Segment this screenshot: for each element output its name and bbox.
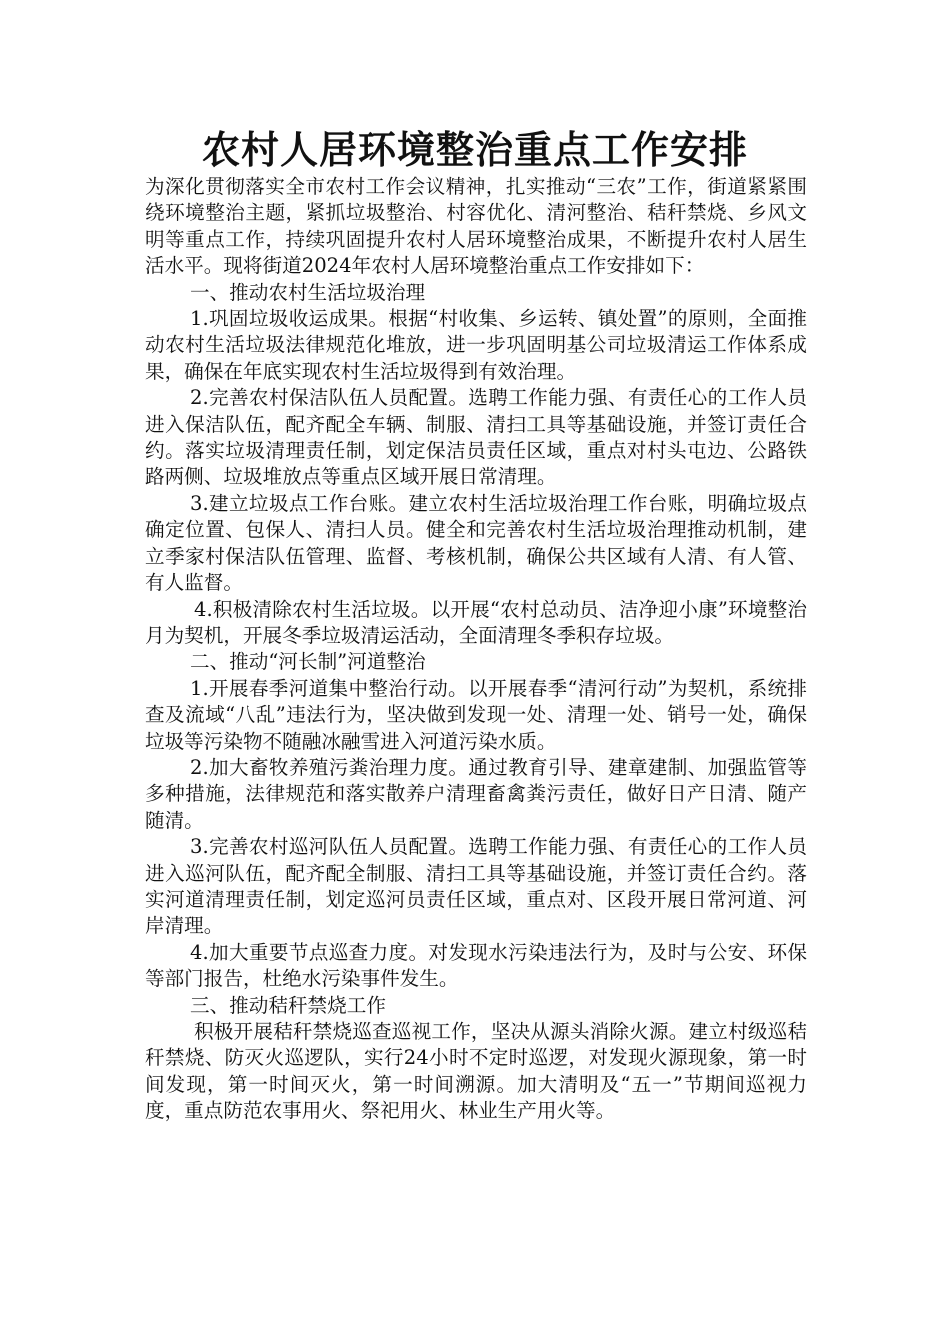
section-heading-2: 二、推动“河长制”河道整治 — [190, 650, 426, 674]
body-paragraph: 2.加大畜牧养殖污粪治理力度。通过教育引导、建章建制、加强监管等多种措施，法律规范和落实散养户清理畜禽粪污责任，做好日产日清、随产随清。 — [145, 755, 807, 832]
section-heading-1: 一、推动农村生活垃圾治理 — [190, 280, 426, 304]
body-paragraph: 1.开展春季河道集中整治行动。以开展春季“清河行动”为契机，系统排查及流域“八乱”违法行为，坚决做到发现一处、清理一处、销号一处，确保垃圾等污染物不随融冰融雪进入河道污染水质。 — [145, 676, 807, 753]
intro-paragraph: 为深化贯彻落实全市农村工作会议精神，扎实推动“三农”工作，街道紧紧围绕环境整治主题，紧抓垃圾整治、村容优化、清河整治、秸秆禁烧、乡风文明等重点工作，持续巩固提升农村人居环境整治成果，不断提升农村人居生活水平。现将街道2024年农村人居环境整治重点工作安排如下： — [145, 175, 807, 278]
body-paragraph: 4.积极清除农村生活垃圾。以开展“农村总动员、洁净迎小康”环境整治月为契机，开展冬季垃圾清运活动，全面清理冬季积存垃圾。 — [145, 597, 807, 647]
document-body — [145, 174, 807, 1125]
body-paragraph: 1.巩固垃圾收运成果。根据“村收集、乡运转、镇处置”的原则，全面推动农村生活垃圾法律规范化堆放，进一步巩固明基公司垃圾清运工作体系成果，确保在年底实现农村生活垃圾得到有效治理。 — [145, 307, 807, 383]
body-paragraph: 4.加大重要节点巡查力度。对发现水污染违法行为，及时与公安、环保等部门报告，杜绝水污染事件发生。 — [145, 940, 807, 991]
body-paragraph: 积极开展秸秆禁烧巡查巡视工作，坚决从源头消除火源。建立村级巡秸秆禁烧、防灭火巡逻队，实行24小时不定时巡逻，对发现火源现象，第一时间发现，第一时间灭火，第一时间溯源。加大清明及“五一”节期间巡视力度，重点防范农事用火、祭祀用火、林业生产用火等。 — [145, 1020, 807, 1123]
body-paragraph: 2.完善农村保洁队伍人员配置。选聘工作能力强、有责任心的工作人员进入保洁队伍，配齐配全车辆、制服、清扫工具等基础设施，并签订责任合约。落实垃圾清理责任制，划定保洁员责任区域，重点对村头屯边、公路铁路两侧、垃圾堆放点等重点区域开展日常清理。 — [145, 386, 807, 489]
document-title: 农村人居环境整治重点工作安排 — [201, 128, 748, 172]
body-paragraph: 3.建立垃圾点工作台账。建立农村生活垃圾治理工作台账，明确垃圾点确定位置、包保人、清扫人员。健全和完善农村生活垃圾治理推动机制，建立季家村保洁队伍管理、监督、考核机制，确保公共区域有人清、有人管、有人监督。 — [145, 491, 807, 595]
body-paragraph: 3.完善农村巡河队伍人员配置。选聘工作能力强、有责任心的工作人员进入巡河队伍，配齐配全制服、清扫工具等基础设施，并签订责任合约。落实河道清理责任制，划定巡河员责任区域，重点对、区段开展日常河道、河岸清理。 — [145, 835, 807, 938]
section-heading-3: 三、推动秸秆禁烧工作 — [190, 993, 386, 1017]
